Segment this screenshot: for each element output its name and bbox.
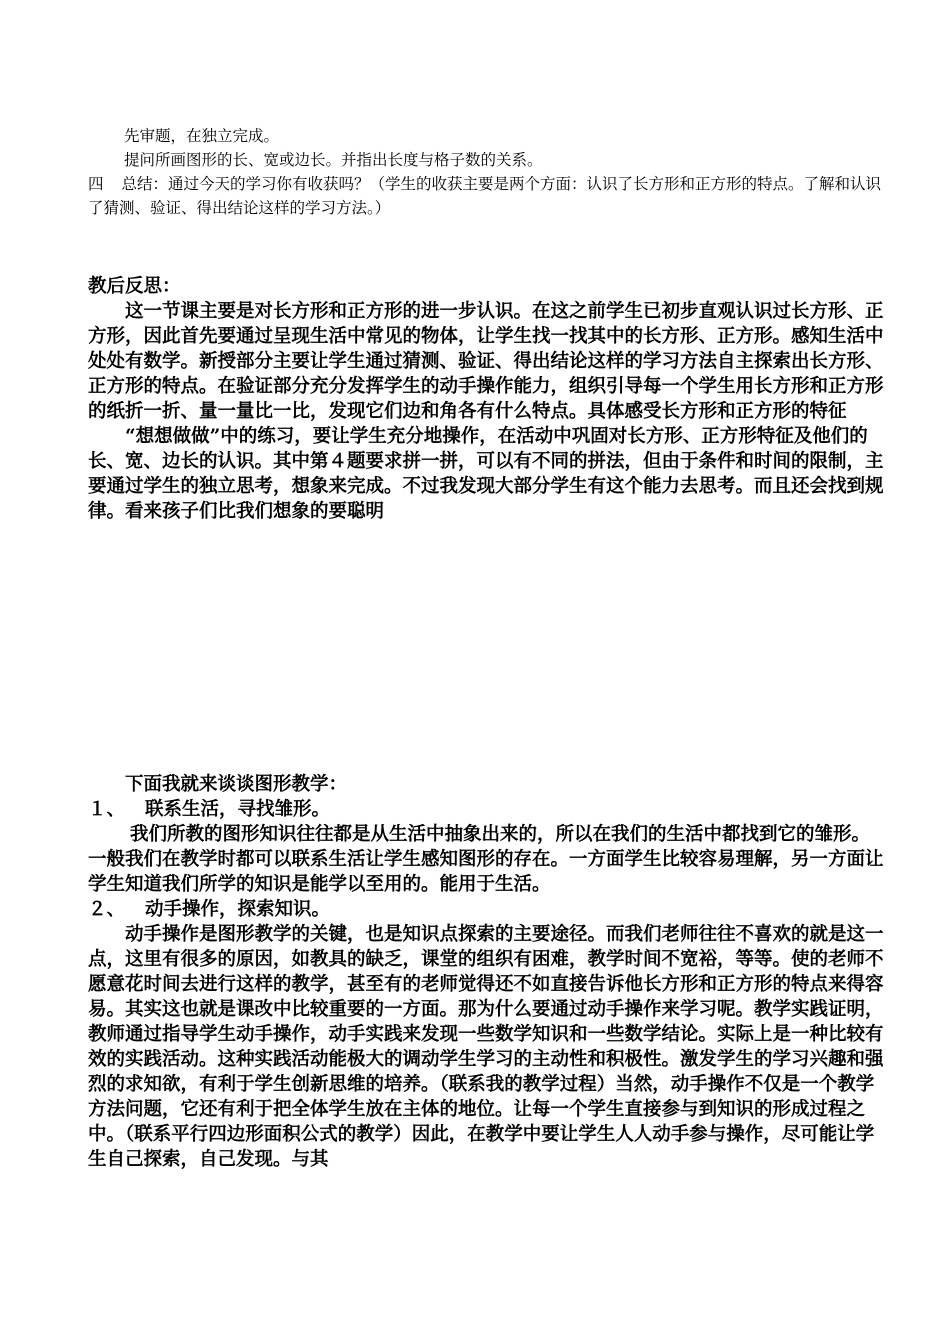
reflection-paragraph-2: “想想做做”中的练习，要让学生充分地操作，在活动中巩固对长方形、正方形特征及他们的长、宽、边长的认识。其中第４题要求拼一拼，可以有不同的拼法，但由于条件和时间的限制，主要通过学生的独立思考，想象来完成。不过我发现大部分学生有这个能力去思考。而且还会找到规律。看来孩子们比我们想象的要聪明 [88,426,884,522]
section-1-title: 联系生活，寻找雏形。 [145,799,331,820]
summary-paragraph [88,172,888,220]
top-section [88,124,888,220]
step-line-2: 提问所画图形的长、宽或边长。并指出长度与格子数的关系。 [124,151,543,169]
summary-text: 总结：通过今天的学习你有收获吗？（学生的收获主要是两个方面：认识了长方形和正方形的特点。了解和认识了猜测、验证、得出结论这样的学习方法。） [88,175,882,217]
summary-number: 四 [88,175,104,193]
section-1-body: 我们所教的图形知识往往都是从生活中抽象出来的，所以在我们的生活中都找到它的雏形。一般我们在教学时都可以联系生活让学生感知图形的存在。一方面学生比较容易理解，另一方面让学生知道我们所学的知识是能学以至用的。能用于生活。 [88,824,884,895]
talk-intro: 下面我就来谈谈图形教学： [125,774,348,795]
reflection-section [88,274,888,524]
section-2-heading [88,897,888,922]
reflection-heading: 教后反思： [88,276,181,297]
section-2-title: 动手操作，探索知识。 [145,899,331,920]
step-line-1: 先审题，在独立完成。 [124,127,280,145]
section-2-number: ２、 [88,899,126,920]
talk-section [88,772,888,1172]
section-1-heading [88,797,888,822]
section-1-number: １、 [88,799,126,820]
section-2-body: 动手操作是图形教学的关键，也是知识点探索的主要途径。而我们老师往往不喜欢的就是这一点，这里有很多的原因，如教具的缺乏，课堂的组织有困难，教学时间不宽裕，等等。使的老师不愿意花时间去进行这样的教学，甚至有的老师觉得还不如直接告诉他长方形和正方形的特点来得容易。其实这也就是课改中比较重要的一方面。那为什么要通过动手操作来学习呢。教学实践证明，教师通过指导学生动手操作，动手实践来发现一些数学知识和一些数学结论。实际上是一种比较有效的实践活动。这种实践活动能极大的调动学生学习的主动性和积极性。激发学生的学习兴趣和强烈的求知欲，有利于学生创新思维的培养。（联系我的教学过程）当然，动手操作不仅是一个教学方法问题，它还有利于把全体学生放在主体的地位。让每一个学生直接参与到知识的形成过程之中。（联系平行四边形面积公式的教学）因此，在教学中要让学生人人动手参与操作，尽可能让学生自己探索，自己发现。与其 [88,924,884,1170]
reflection-paragraph-1: 这一节课主要是对长方形和正方形的进一步认识。在这之前学生已初步直观认识过长方形、正方形，因此首先要通过呈现生活中常见的物体，让学生找一找其中的长方形、正方形。感知生活中处处有数学。新授部分主要让学生通过猜测、验证、得出结论这样的学习方法自主探索出长方形、正方形的特点。在验证部分充分发挥学生的动手操作能力，组织引导每一个学生用长方形和正方形的纸折一折、量一量比一比，发现它们边和角各有什么特点。具体感受长方形和正方形的特征 [88,301,884,422]
